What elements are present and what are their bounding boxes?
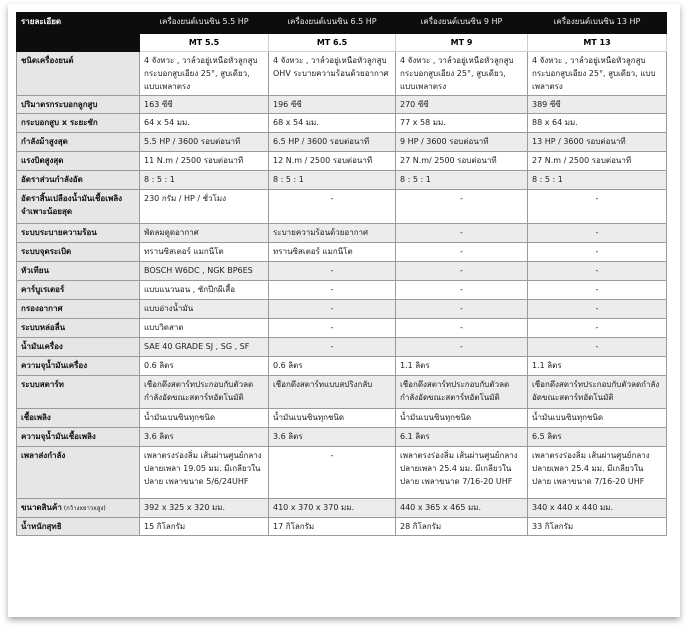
spec-cell: - — [528, 338, 667, 357]
header-model-code: MT 5.5 — [140, 34, 269, 52]
spec-cell: 0.6 ลิตร — [269, 357, 396, 376]
table-row — [17, 428, 667, 447]
table-row — [17, 52, 667, 96]
spec-cell: 6.5 ลิตร — [528, 428, 667, 447]
row-label-text: กำลังม้าสูงสุด — [21, 137, 68, 146]
spec-cell: 8 : 5 : 1 — [269, 171, 396, 190]
spec-cell: 163 ซีซี — [140, 96, 269, 114]
spec-cell: 9 HP / 3600 รอบต่อนาที — [396, 133, 528, 152]
spec-cell: เชือกดึงสตาร์ทประกอบกับตัวลด กำลังอัดขณะสตาร์ทอัตโนมัติ — [140, 376, 269, 409]
spec-cell: พัดลมดูดอากาศ — [140, 224, 269, 243]
spec-cell: 4 จังหวะ , วาล์วอยู่เหนือหัวลูกสูบ OHV ระบายความร้อนด้วยอากาศ — [269, 52, 396, 96]
row-label-text: ชนิดเครื่องยนต์ — [21, 56, 74, 65]
spec-cell: 4 จังหวะ , วาล์วอยู่เหนือหัวลูกสูบ กระบอกสูบเอียง 25°, สูบเดียว, แบบเพลาตรง — [528, 52, 667, 96]
row-label-text: แรงบิดสูงสุด — [21, 156, 64, 165]
spec-cell: แบบอ่างน้ำมัน — [140, 300, 269, 319]
spec-cell: - — [396, 281, 528, 300]
spec-cell: - — [269, 262, 396, 281]
table-row — [17, 224, 667, 243]
row-label — [17, 281, 140, 300]
table-row — [17, 357, 667, 376]
header-blank — [17, 34, 140, 52]
spec-cell: เชือกดึงสตาร์ทแบบสปริงกลับ — [269, 376, 396, 409]
spec-cell: 440 x 365 x 465 มม. — [396, 499, 528, 518]
spec-cell: 410 x 370 x 370 มม. — [269, 499, 396, 518]
spec-cell: น้ำมันเบนซินทุกชนิด — [396, 409, 528, 428]
row-label — [17, 376, 140, 409]
row-label — [17, 152, 140, 171]
spec-cell: น้ำมันเบนซินทุกชนิด — [269, 409, 396, 428]
spec-cell: - — [396, 224, 528, 243]
spec-cell: 230 กรัม / HP / ชั่วโมง — [140, 190, 269, 224]
spec-cell: 389 ซีซี — [528, 96, 667, 114]
header-row-names — [17, 13, 667, 34]
row-label — [17, 243, 140, 262]
row-label-text: ระบบสตาร์ท — [21, 380, 64, 389]
spec-cell: 270 ซีซี — [396, 96, 528, 114]
table-row — [17, 171, 667, 190]
spec-cell: - — [528, 281, 667, 300]
spec-cell: 6.1 ลิตร — [396, 428, 528, 447]
spec-cell: 1.1 ลิตร — [396, 357, 528, 376]
header-detail: รายละเอียด — [17, 13, 140, 34]
spec-cell: 11 N.m / 2500 รอบต่อนาที — [140, 152, 269, 171]
spec-cell: - — [528, 190, 667, 224]
header-model-code: MT 13 — [528, 34, 667, 52]
spec-cell: 68 x 54 มม. — [269, 114, 396, 133]
row-label-text: เพลาส่งกำลัง — [21, 451, 66, 460]
spec-cell: เพลาตรงร่องลิ่ม เส้นผ่านศูนย์กลาง ปลายเพลา 25.4 มม. มีเกลียวใน ปลาย เพลาขนาด 7/16-20 UHF — [396, 447, 528, 499]
table-row — [17, 447, 667, 499]
table-row — [17, 376, 667, 409]
row-label — [17, 428, 140, 447]
spec-cell: 196 ซีซี — [269, 96, 396, 114]
spec-cell: 27 N.m/ 2500 รอบต่อนาที — [396, 152, 528, 171]
spec-cell: 392 x 325 x 320 มม. — [140, 499, 269, 518]
header-row-codes — [17, 34, 667, 52]
spec-card — [8, 4, 680, 617]
row-label-text: เชื้อเพลิง — [21, 413, 51, 422]
spec-cell: - — [269, 300, 396, 319]
row-label-text: ความจุน้ำมันเครื่อง — [21, 361, 88, 370]
table-row — [17, 300, 667, 319]
row-label — [17, 319, 140, 338]
spec-cell: 17 กิโลกรัม — [269, 518, 396, 536]
table-row — [17, 518, 667, 536]
row-label-text: อัตราส่วนกำลังอัด — [21, 175, 83, 184]
spec-cell: - — [528, 262, 667, 281]
spec-cell: เชือกดึงสตาร์ทประกอบกับตัวลด กำลังอัดขณะสตาร์ทอัตโนมัติ — [396, 376, 528, 409]
spec-cell: น้ำมันเบนซินทุกชนิด — [528, 409, 667, 428]
row-label — [17, 447, 140, 499]
row-label-text: ระบบจุดระเบิด — [21, 247, 72, 256]
row-label — [17, 114, 140, 133]
row-label — [17, 338, 140, 357]
spec-cell: 8 : 5 : 1 — [140, 171, 269, 190]
header-model-name: เครื่องยนต์เบนซิน 13 HP — [528, 13, 667, 34]
spec-cell: 3.6 ลิตร — [269, 428, 396, 447]
spec-cell: 12 N.m / 2500 รอบต่อนาที — [269, 152, 396, 171]
row-label — [17, 190, 140, 224]
table-row — [17, 281, 667, 300]
row-label-text: ความจุน้ำมันเชื้อเพลิง — [21, 432, 96, 441]
row-label — [17, 52, 140, 96]
spec-cell: BOSCH W6DC , NGK BP6ES — [140, 262, 269, 281]
header-model-name: เครื่องยนต์เบนซิน 6.5 HP — [269, 13, 396, 34]
spec-cell: - — [528, 300, 667, 319]
spec-cell: 8 : 5 : 1 — [528, 171, 667, 190]
spec-cell: 0.6 ลิตร — [140, 357, 269, 376]
row-label — [17, 133, 140, 152]
spec-cell: 4 จังหวะ , วาล์วอยู่เหนือหัวลูกสูบ กระบอกสูบเอียง 25°, สูบเดียว, แบบเพลาตรง — [396, 52, 528, 96]
spec-cell: ทรานซิสเตอร์ แมกนีโต — [269, 243, 396, 262]
spec-cell: - — [396, 338, 528, 357]
row-label-text: ปริมาตรกระบอกลูกสูบ — [21, 100, 98, 109]
spec-cell: น้ำมันเบนซินทุกชนิด — [140, 409, 269, 428]
row-label — [17, 357, 140, 376]
spec-cell: 77 x 58 มม. — [396, 114, 528, 133]
spec-cell: - — [269, 190, 396, 224]
spec-cell: ระบายความร้อนด้วยอากาศ — [269, 224, 396, 243]
spec-cell: 340 x 440 x 440 มม. — [528, 499, 667, 518]
row-label-text: น้ำหนักสุทธิ — [21, 522, 62, 531]
spec-cell: - — [396, 319, 528, 338]
spec-cell: 4 จังหวะ , วาล์วอยู่เหนือหัวลูกสูบ กระบอกสูบเอียง 25°, สูบเดียว, แบบเพลาตรง — [140, 52, 269, 96]
header-model-code: MT 9 — [396, 34, 528, 52]
spec-cell: 5.5 HP / 3600 รอบต่อนาที — [140, 133, 269, 152]
spec-cell: - — [269, 447, 396, 499]
spec-cell: 27 N.m / 2500 รอบต่อนาที — [528, 152, 667, 171]
spec-cell: - — [269, 281, 396, 300]
row-label — [17, 224, 140, 243]
spec-cell: 15 กิโลกรัม — [140, 518, 269, 536]
spec-cell: เพลาตรงร่องลิ่ม เส้นผ่านศูนย์กลาง ปลายเพลา 25.4 มม. มีเกลียวในปลาย เพลาขนาด 7/16-20 UHF — [528, 447, 667, 499]
row-label — [17, 96, 140, 114]
table-row — [17, 243, 667, 262]
spec-cell: 3.6 ลิตร — [140, 428, 269, 447]
spec-cell: - — [396, 300, 528, 319]
spec-cell: 33 กิโลกรัม — [528, 518, 667, 536]
header-model-name: เครื่องยนต์เบนซิน 5.5 HP — [140, 13, 269, 34]
table-row — [17, 96, 667, 114]
header-model-name: เครื่องยนต์เบนซิน 9 HP — [396, 13, 528, 34]
spec-cell: - — [528, 243, 667, 262]
row-label-text: ระบบหล่อลื่น — [21, 323, 66, 332]
table-row — [17, 262, 667, 281]
spec-cell: แบบวิดสาด — [140, 319, 269, 338]
spec-cell: - — [269, 319, 396, 338]
row-label — [17, 518, 140, 536]
spec-body — [17, 52, 667, 536]
spec-cell: - — [396, 243, 528, 262]
spec-cell: เชือกดึงสตาร์ทประกอบกับตัวลดกำลัง อัดขณะสตาร์ทอัตโนมัติ — [528, 376, 667, 409]
table-row — [17, 133, 667, 152]
row-label — [17, 171, 140, 190]
row-label-text: กระบอกสูบ x ระยะชัก — [21, 118, 98, 127]
row-label — [17, 499, 140, 518]
spec-cell: SAE 40 GRADE SJ , SG , SF — [140, 338, 269, 357]
spec-cell: แบบแนวนอน , ชักปีกผีเสื้อ — [140, 281, 269, 300]
spec-cell: - — [528, 224, 667, 243]
spec-cell: - — [528, 319, 667, 338]
spec-cell: 1.1 ลิตร — [528, 357, 667, 376]
spec-cell: 88 x 64 มม. — [528, 114, 667, 133]
row-label — [17, 300, 140, 319]
spec-table — [16, 12, 667, 536]
row-label — [17, 262, 140, 281]
row-label-text: ระบบระบายความร้อน — [21, 228, 97, 237]
spec-cell: 8 : 5 : 1 — [396, 171, 528, 190]
spec-cell: - — [269, 338, 396, 357]
row-label-text: คาร์บูเรเตอร์ — [21, 285, 65, 294]
row-label-note: (กว้างxยาวxสูง) — [63, 505, 106, 512]
spec-cell: 6.5 HP / 3600 รอบต่อนาที — [269, 133, 396, 152]
row-label-text: ขนาดสินค้า — [21, 503, 62, 512]
table-row — [17, 338, 667, 357]
row-label-text: อัตราสิ้นเปลืองน้ำมันเชื้อเพลิง จำเพาะน้อยสุด — [21, 194, 123, 216]
spec-cell: 28 กิโลกรัม — [396, 518, 528, 536]
spec-cell: เพลาตรงร่องลิ่ม เส้นผ่านศูนย์กลาง ปลายเพลา 19.05 มม. มีเกลียวใน ปลาย เพลาขนาด 5/6/24UHF — [140, 447, 269, 499]
header-model-code: MT 6.5 — [269, 34, 396, 52]
table-row — [17, 152, 667, 171]
table-row — [17, 499, 667, 518]
table-row — [17, 319, 667, 338]
spec-cell: ทรานซิสเตอร์ แมกนีโต — [140, 243, 269, 262]
spec-cell: 13 HP / 3600 รอบต่อนาที — [528, 133, 667, 152]
row-label-text: กรองอากาศ — [21, 304, 63, 313]
row-label-text: หัวเทียน — [21, 266, 49, 275]
spec-cell: - — [396, 262, 528, 281]
spec-cell: 64 x 54 มม. — [140, 114, 269, 133]
table-row — [17, 114, 667, 133]
row-label-text: น้ำมันเครื่อง — [21, 342, 63, 351]
row-label — [17, 409, 140, 428]
spec-cell: - — [396, 190, 528, 224]
table-row — [17, 409, 667, 428]
table-row — [17, 190, 667, 224]
